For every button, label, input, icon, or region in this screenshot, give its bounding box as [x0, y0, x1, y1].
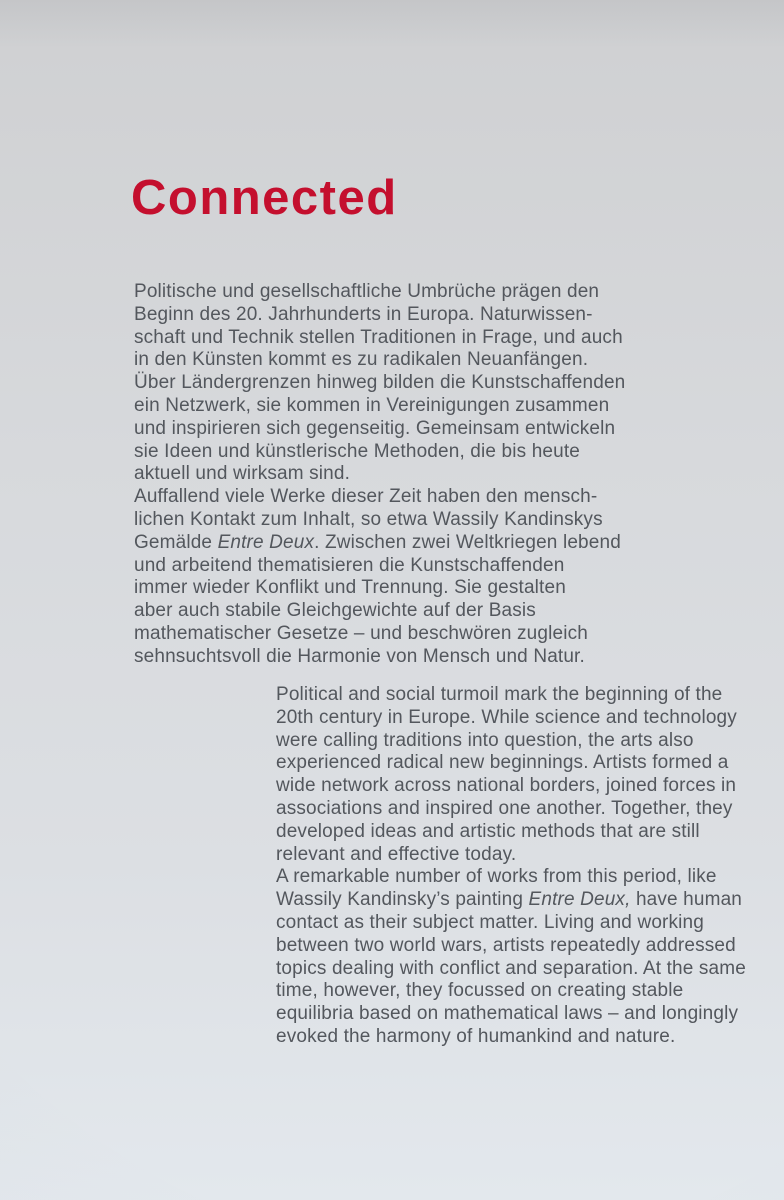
text-line: equilibria based on mathematical laws – and longingly	[276, 1003, 739, 1025]
text-line: mathematischer Gesetze – und beschwören zugleich	[134, 622, 588, 644]
text-line: Wassily Kandinsky’s painting Entre Deux, have human	[276, 889, 743, 911]
text-line: relevant and effective today.	[276, 843, 517, 865]
text-line: A remarkable number of works from this period, like	[276, 866, 717, 888]
text-line: developed ideas and artistic methods that are still	[276, 820, 700, 842]
artwork-title-italic: Entre Deux	[217, 531, 315, 553]
text-line: evoked the harmony of humankind and nature.	[276, 1025, 676, 1047]
text-line: time, however, they focussed on creating stable	[276, 980, 684, 1002]
text-line: immer wieder Konflikt und Trennung. Sie gestalten	[134, 577, 566, 599]
text-line: aber auch stabile Gleichgewichte auf der Basis	[134, 600, 536, 622]
text-line: Über Ländergrenzen hinweg bilden die Kunstschaffenden	[134, 372, 626, 394]
wall-text-english	[276, 684, 746, 1049]
text-line: ein Netzwerk, sie kommen in Vereinigungen zusammen	[134, 394, 610, 416]
text-line: und arbeitend thematisieren die Kunstschaffenden	[134, 554, 565, 576]
text-line: sehnsuchtsvoll die Harmonie von Mensch und Natur.	[134, 645, 585, 667]
text-line: und inspirieren sich gegenseitig. Gemeinsam entwickeln	[134, 417, 616, 439]
text-line: between two world wars, artists repeatedly addressed	[276, 934, 736, 956]
text-line: Auffallend viele Werke dieser Zeit haben den mensch-	[134, 486, 598, 508]
text-line: topics dealing with conflict and separation. At the same	[276, 957, 746, 979]
text-line: 20th century in Europe. While science and technology	[276, 706, 737, 728]
text-line: experienced radical new beginnings. Artists formed a	[276, 752, 729, 774]
text-line: in den Künsten kommt es zu radikalen Neuanfängen.	[134, 349, 589, 371]
text-line: associations and inspired one another. Together, they	[276, 797, 733, 819]
text-line: lichen Kontakt zum Inhalt, so etwa Wassily Kandinskys	[134, 508, 603, 530]
text-line: contact as their subject matter. Living and working	[276, 911, 704, 933]
text-line: Political and social turmoil mark the beginning of the	[276, 684, 723, 705]
wall-text-german	[134, 281, 625, 669]
text-line: Beginn des 20. Jahrhunderts in Europa. Naturwissen-	[134, 303, 593, 325]
text-line: Politische und gesellschaftliche Umbrüche prägen den	[134, 281, 600, 302]
text-line: schaft und Technik stellen Traditionen in Frage, und auch	[134, 326, 623, 348]
exhibition-title: Connected	[131, 171, 398, 225]
text-line: were calling traditions into question, the arts also	[276, 729, 694, 751]
artwork-title-italic: Entre Deux,	[528, 889, 631, 911]
text-line: sie Ideen und künstlerische Methoden, die bis heute	[134, 440, 580, 462]
text-line: wide network across national borders, joined forces in	[276, 775, 737, 797]
text-line: Gemälde Entre Deux. Zwischen zwei Weltkriegen lebend	[134, 531, 621, 553]
text-line: aktuell und wirksam sind.	[134, 463, 351, 485]
